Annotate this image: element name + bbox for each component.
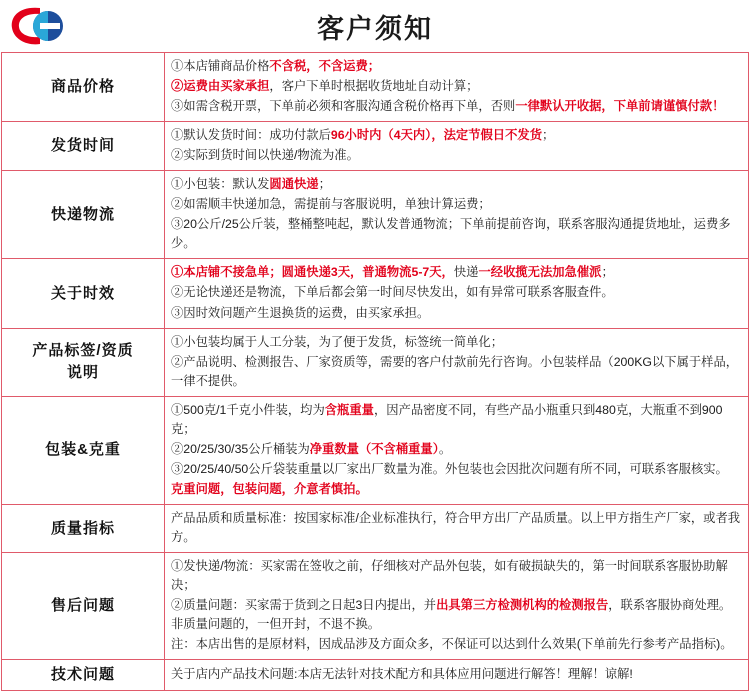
content-line — [171, 97, 742, 116]
table-row — [2, 396, 749, 504]
page-title: 客户须知 — [317, 13, 433, 44]
plain-text: 。 — [438, 441, 452, 456]
plain-text: ，因产品密度不同，有些产品小瓶重只到480克，大瓶重不到900克； — [171, 402, 723, 436]
content-line — [171, 596, 742, 634]
plain-text: ②20/25/30/35公斤桶装为 — [171, 441, 310, 456]
highlight-text: 含瓶重量 — [324, 402, 374, 417]
row-content — [165, 396, 749, 504]
content-line — [171, 509, 742, 547]
content-line — [171, 440, 742, 459]
table-row — [2, 53, 749, 122]
highlight-text: 出具第三方检测机构的检测报告 — [436, 598, 609, 613]
highlight-text: 圆通快递 — [269, 177, 319, 192]
highlight-text: 一经收揽无法加急催派 — [478, 265, 602, 280]
row-content — [165, 259, 749, 328]
row-label: 售后问题 — [2, 553, 165, 660]
row-label: 发货时间 — [2, 122, 165, 171]
content-line — [171, 263, 742, 282]
highlight-text: 净重数量（不含桶重量） — [309, 441, 439, 456]
plain-text: ； — [542, 128, 555, 143]
plain-text: 注：本店出售的是原材料，因成品涉及方面众多，不保证可以达到什么效果(下单前先行参考产品指标)。 — [171, 637, 733, 652]
highlight-text: 一律默认开收据，下单前请谨慎付款！ — [515, 99, 725, 114]
plain-text: ，客户下单时根据收货地址自动计算； — [269, 79, 479, 94]
content-line — [171, 460, 742, 479]
content-line — [171, 215, 742, 253]
content-line — [171, 57, 742, 76]
row-label: 关于时效 — [2, 259, 165, 328]
plain-text: ②实际到货时间以快递/物流为准。 — [171, 148, 359, 163]
content-line — [171, 304, 742, 323]
table-row — [2, 171, 749, 259]
plain-text: ； — [318, 177, 331, 192]
plain-text: 产品品质和质量标准：按国家标准/企业标准执行，符合甲方出厂产品质量。以上甲方指生产厂家，或者我方。 — [171, 510, 741, 544]
row-label: 包装&克重 — [2, 396, 165, 504]
plain-text: ①小包装：默认发 — [171, 177, 270, 192]
content-line — [171, 635, 742, 654]
plain-text: ①默认发货时间：成功付款后 — [171, 128, 331, 143]
row-label: 产品标签/资质 说明 — [2, 328, 165, 396]
content-line — [171, 353, 742, 391]
row-content — [165, 53, 749, 122]
row-content — [165, 328, 749, 396]
plain-text: ②无论快递还是物流，下单后都会第一时间尽快发出，如有异常可联系客服查件。 — [171, 285, 614, 300]
content-line — [171, 175, 742, 194]
highlight-text: 96小时内（4天内），法定节假日不发货 — [330, 128, 542, 143]
plain-text: 快递 — [453, 265, 479, 280]
table-row — [2, 122, 749, 171]
plain-text: 关于店内产品技术问题:本店无法针对技术配方和具体应用问题进行解答！理解！谅解! — [171, 667, 633, 682]
notice-table — [1, 52, 749, 691]
plain-text: ③如需含税开票，下单前必须和客服沟通含税价格再下单，否则 — [171, 99, 516, 114]
content-line — [171, 126, 742, 145]
row-label: 商品价格 — [2, 53, 165, 122]
plain-text: ③20/25/40/50公斤袋装重量以厂家出厂数量为准。外包装也会因批次问题有所不同，可联系客服核实。 — [171, 461, 728, 476]
plain-text: ①小包装均属于人工分装，为了便于发货，标签统一简单化； — [171, 334, 504, 349]
plain-text: ，联系客服协商处理。非质量问题的，一但开封，不退不换。 — [171, 598, 732, 632]
plain-text: ； — [601, 265, 614, 280]
notice-table-body — [2, 53, 749, 691]
table-row — [2, 504, 749, 552]
content-line — [171, 77, 742, 96]
highlight-text: ①本店铺不接急单；圆通快递3天，普通物流5-7天， — [171, 265, 454, 280]
highlight-text: ②运费由买家承担 — [171, 79, 270, 94]
plain-text: ②产品说明、检测报告、厂家资质等，需要的客户付款前先行咨询。小包装样品（200KG以下属于样品，一律不提供。 — [171, 354, 739, 388]
highlight-text: 克重问题，包装问题，介意者慎拍。 — [171, 481, 368, 496]
row-content — [165, 660, 749, 691]
table-row — [2, 553, 749, 660]
row-label: 快递物流 — [2, 171, 165, 259]
content-line — [171, 480, 742, 499]
table-row — [2, 328, 749, 396]
row-label: 技术问题 — [2, 660, 165, 691]
content-line — [171, 401, 742, 439]
table-row — [2, 259, 749, 328]
content-line — [171, 146, 742, 165]
content-line — [171, 665, 742, 684]
plain-text: ③因时效问题产生退换货的运费，由买家承担。 — [171, 305, 430, 320]
plain-text: ①本店铺商品价格 — [171, 59, 270, 73]
content-line — [171, 195, 742, 214]
plain-text: ①发快递/物流：买家需在签收之前，仔细核对产品外包装，如有破损缺失的，第一时间联系客服协助解决； — [171, 559, 728, 593]
plain-text: ②质量问题：买家需于货到之日起3日内提出，并 — [171, 598, 437, 613]
content-line — [171, 557, 742, 595]
plain-text: ①500克/1千克小件装，均为 — [171, 402, 325, 417]
row-content — [165, 553, 749, 660]
row-content — [165, 122, 749, 171]
page-header — [0, 0, 750, 52]
table-row — [2, 660, 749, 691]
plain-text: ③20公斤/25公斤装，整桶整吨起，默认发普通物流；下单前提前咨询，联系客服沟通提货地址，运费多少。 — [171, 217, 731, 251]
content-line — [171, 333, 742, 352]
highlight-text: 不含税，不含运费； — [269, 59, 381, 73]
row-content — [165, 171, 749, 259]
plain-text: ②如需顺丰快递加急，需提前与客服说明，单独计算运费； — [171, 197, 491, 212]
row-label: 质量指标 — [2, 504, 165, 552]
content-line — [171, 283, 742, 302]
row-content — [165, 504, 749, 552]
